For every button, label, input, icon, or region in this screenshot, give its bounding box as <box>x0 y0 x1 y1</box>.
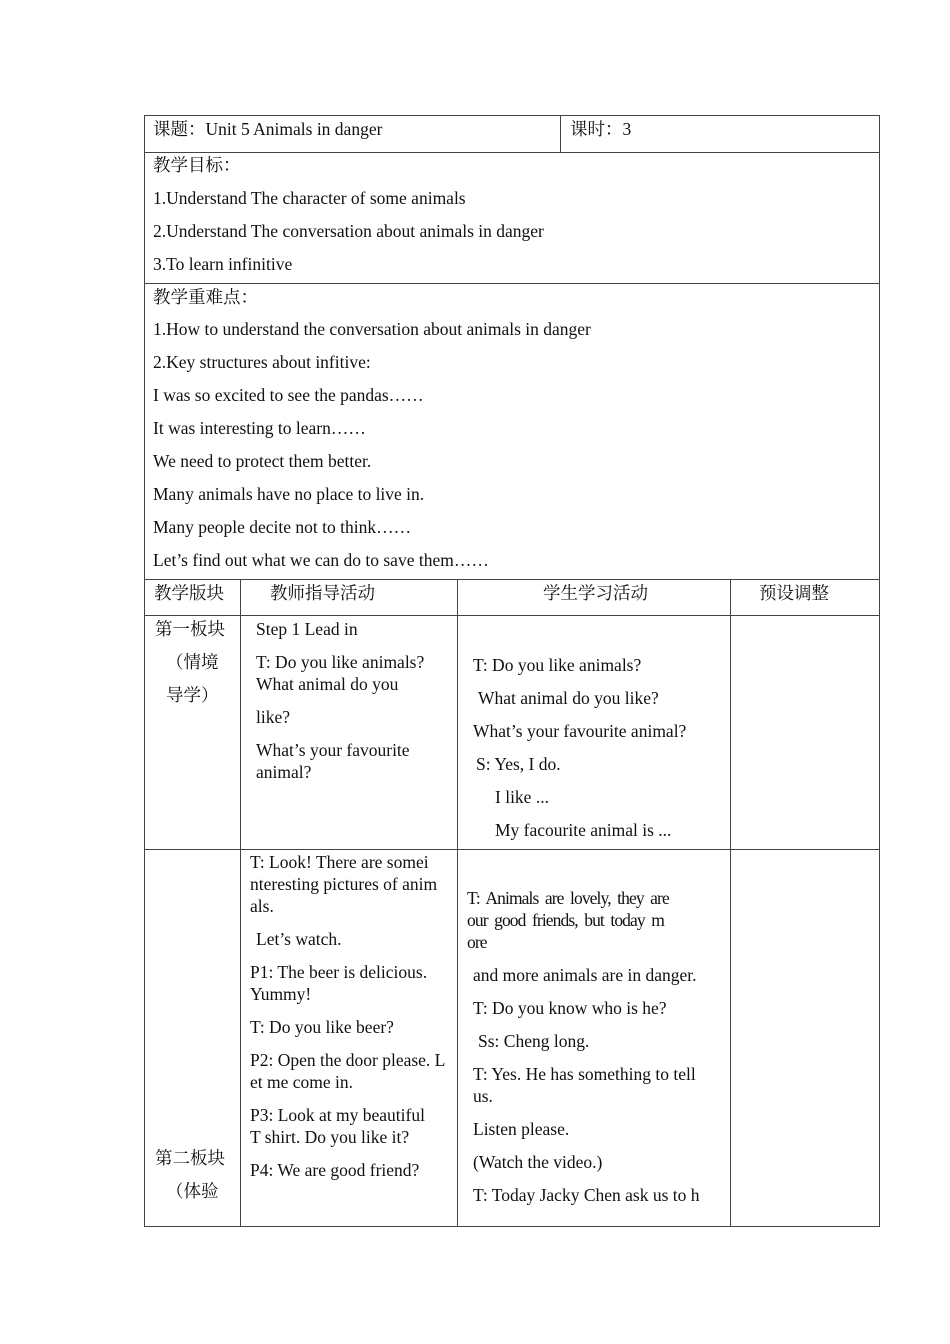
section2-teacher-line: als. <box>250 896 274 916</box>
section1-teacher-line: What animal do you <box>256 674 399 694</box>
key-point-item: 1.How to understand the conversation about animals in danger <box>153 319 591 339</box>
section2-student-line: T: Today Jacky Chen ask us to h <box>473 1185 700 1205</box>
section2-teacher-line: Let’s watch. <box>256 929 342 949</box>
section1-student-line: What’s your favourite animal? <box>473 721 687 741</box>
section2-teacher-line: T shirt. Do you like it? <box>250 1127 410 1147</box>
row-divider-section1 <box>144 849 880 850</box>
objective-item: 2.Understand The conversation about animals in danger <box>153 221 544 241</box>
section2-teacher-line: Yummy! <box>250 984 312 1004</box>
section2-teacher-line: P2: Open the door please. L <box>250 1050 446 1070</box>
column-header-teacher: 教师指导活动 <box>270 583 375 603</box>
section1-teacher-line: animal? <box>256 762 312 782</box>
row-divider-columns <box>144 615 880 616</box>
section2-student-line: ore <box>467 932 487 952</box>
section2-student-line: our good friends, but today m <box>467 910 664 930</box>
col-divider-1 <box>240 579 241 1227</box>
objective-item: 3.To learn infinitive <box>153 254 293 274</box>
section1-name: （情境 <box>166 652 219 672</box>
row-divider-objectives <box>144 283 880 284</box>
col-divider-2 <box>457 579 458 1227</box>
section2-student-line: and more animals are in danger. <box>473 965 697 985</box>
section2-teacher-line: P1: The beer is delicious. <box>250 962 428 982</box>
section1-student-line: T: Do you like animals? <box>473 655 642 675</box>
section2-student-line: Listen please. <box>473 1119 570 1139</box>
section2-student-line: Ss: Cheng long. <box>478 1031 590 1051</box>
section1-name: 导学） <box>166 685 219 705</box>
key-point-item: It was interesting to learn…… <box>153 418 366 438</box>
column-header-adjust: 预设调整 <box>759 583 829 603</box>
section1-student-line: S: Yes, I do. <box>476 754 561 774</box>
period-cell: 课时：3 <box>570 119 632 139</box>
topic-cell: 课题：Unit 5 Animals in danger <box>153 119 383 139</box>
section2-teacher-line: et me come in. <box>250 1072 354 1092</box>
section2-student-line: T: Yes. He has something to tell <box>473 1064 696 1084</box>
section2-teacher-line: T: Look! There are somei <box>250 852 429 872</box>
key-point-item: Many people decite not to think…… <box>153 517 412 537</box>
section1-student-line: I like ... <box>495 787 549 807</box>
section1-student-line: My facourite animal is ... <box>495 820 672 840</box>
section2-teacher-line: T: Do you like beer? <box>250 1017 394 1037</box>
key-point-item: Many animals have no place to live in. <box>153 484 425 504</box>
key-points-title: 教学重难点： <box>153 287 258 307</box>
section2-name: （体验 <box>166 1181 219 1201</box>
section1-teacher-line: What’s your favourite <box>256 740 410 760</box>
objective-item: 1.Understand The character of some animals <box>153 188 466 208</box>
section2-name: 第二板块 <box>155 1148 225 1168</box>
section2-student-line: us. <box>473 1086 493 1106</box>
key-point-item: We need to protect them better. <box>153 451 372 471</box>
row-divider-header <box>144 152 880 153</box>
row-divider-keypoints <box>144 579 880 580</box>
column-header-section: 教学版块 <box>154 583 224 603</box>
section2-teacher-line: P4: We are good friend? <box>250 1160 420 1180</box>
section2-student-line: T: Do you know who is he? <box>473 998 667 1018</box>
objectives-title: 教学目标： <box>153 155 241 175</box>
section2-student-line: (Watch the video.) <box>473 1152 603 1172</box>
col-divider-3 <box>730 579 731 1227</box>
key-point-item: Let’s find out what we can do to save them…… <box>153 550 489 570</box>
key-point-item: 2.Key structures about infitive: <box>153 352 371 372</box>
section1-name: 第一板块 <box>155 619 225 639</box>
section2-student-line: T: Animals are lovely, they are <box>467 888 669 908</box>
section2-teacher-line: P3: Look at my beautiful <box>250 1105 425 1125</box>
column-header-student: 学生学习活动 <box>543 583 648 603</box>
section1-student-line: What animal do you like? <box>478 688 659 708</box>
section2-teacher-line: nteresting pictures of anim <box>250 874 438 894</box>
section1-teacher-line: like? <box>256 707 291 727</box>
header-col-divider <box>560 115 561 152</box>
key-point-item: I was so excited to see the pandas…… <box>153 385 424 405</box>
section1-teacher-line: T: Do you like animals? <box>256 652 425 672</box>
section1-teacher-line: Step 1 Lead in <box>256 619 358 639</box>
